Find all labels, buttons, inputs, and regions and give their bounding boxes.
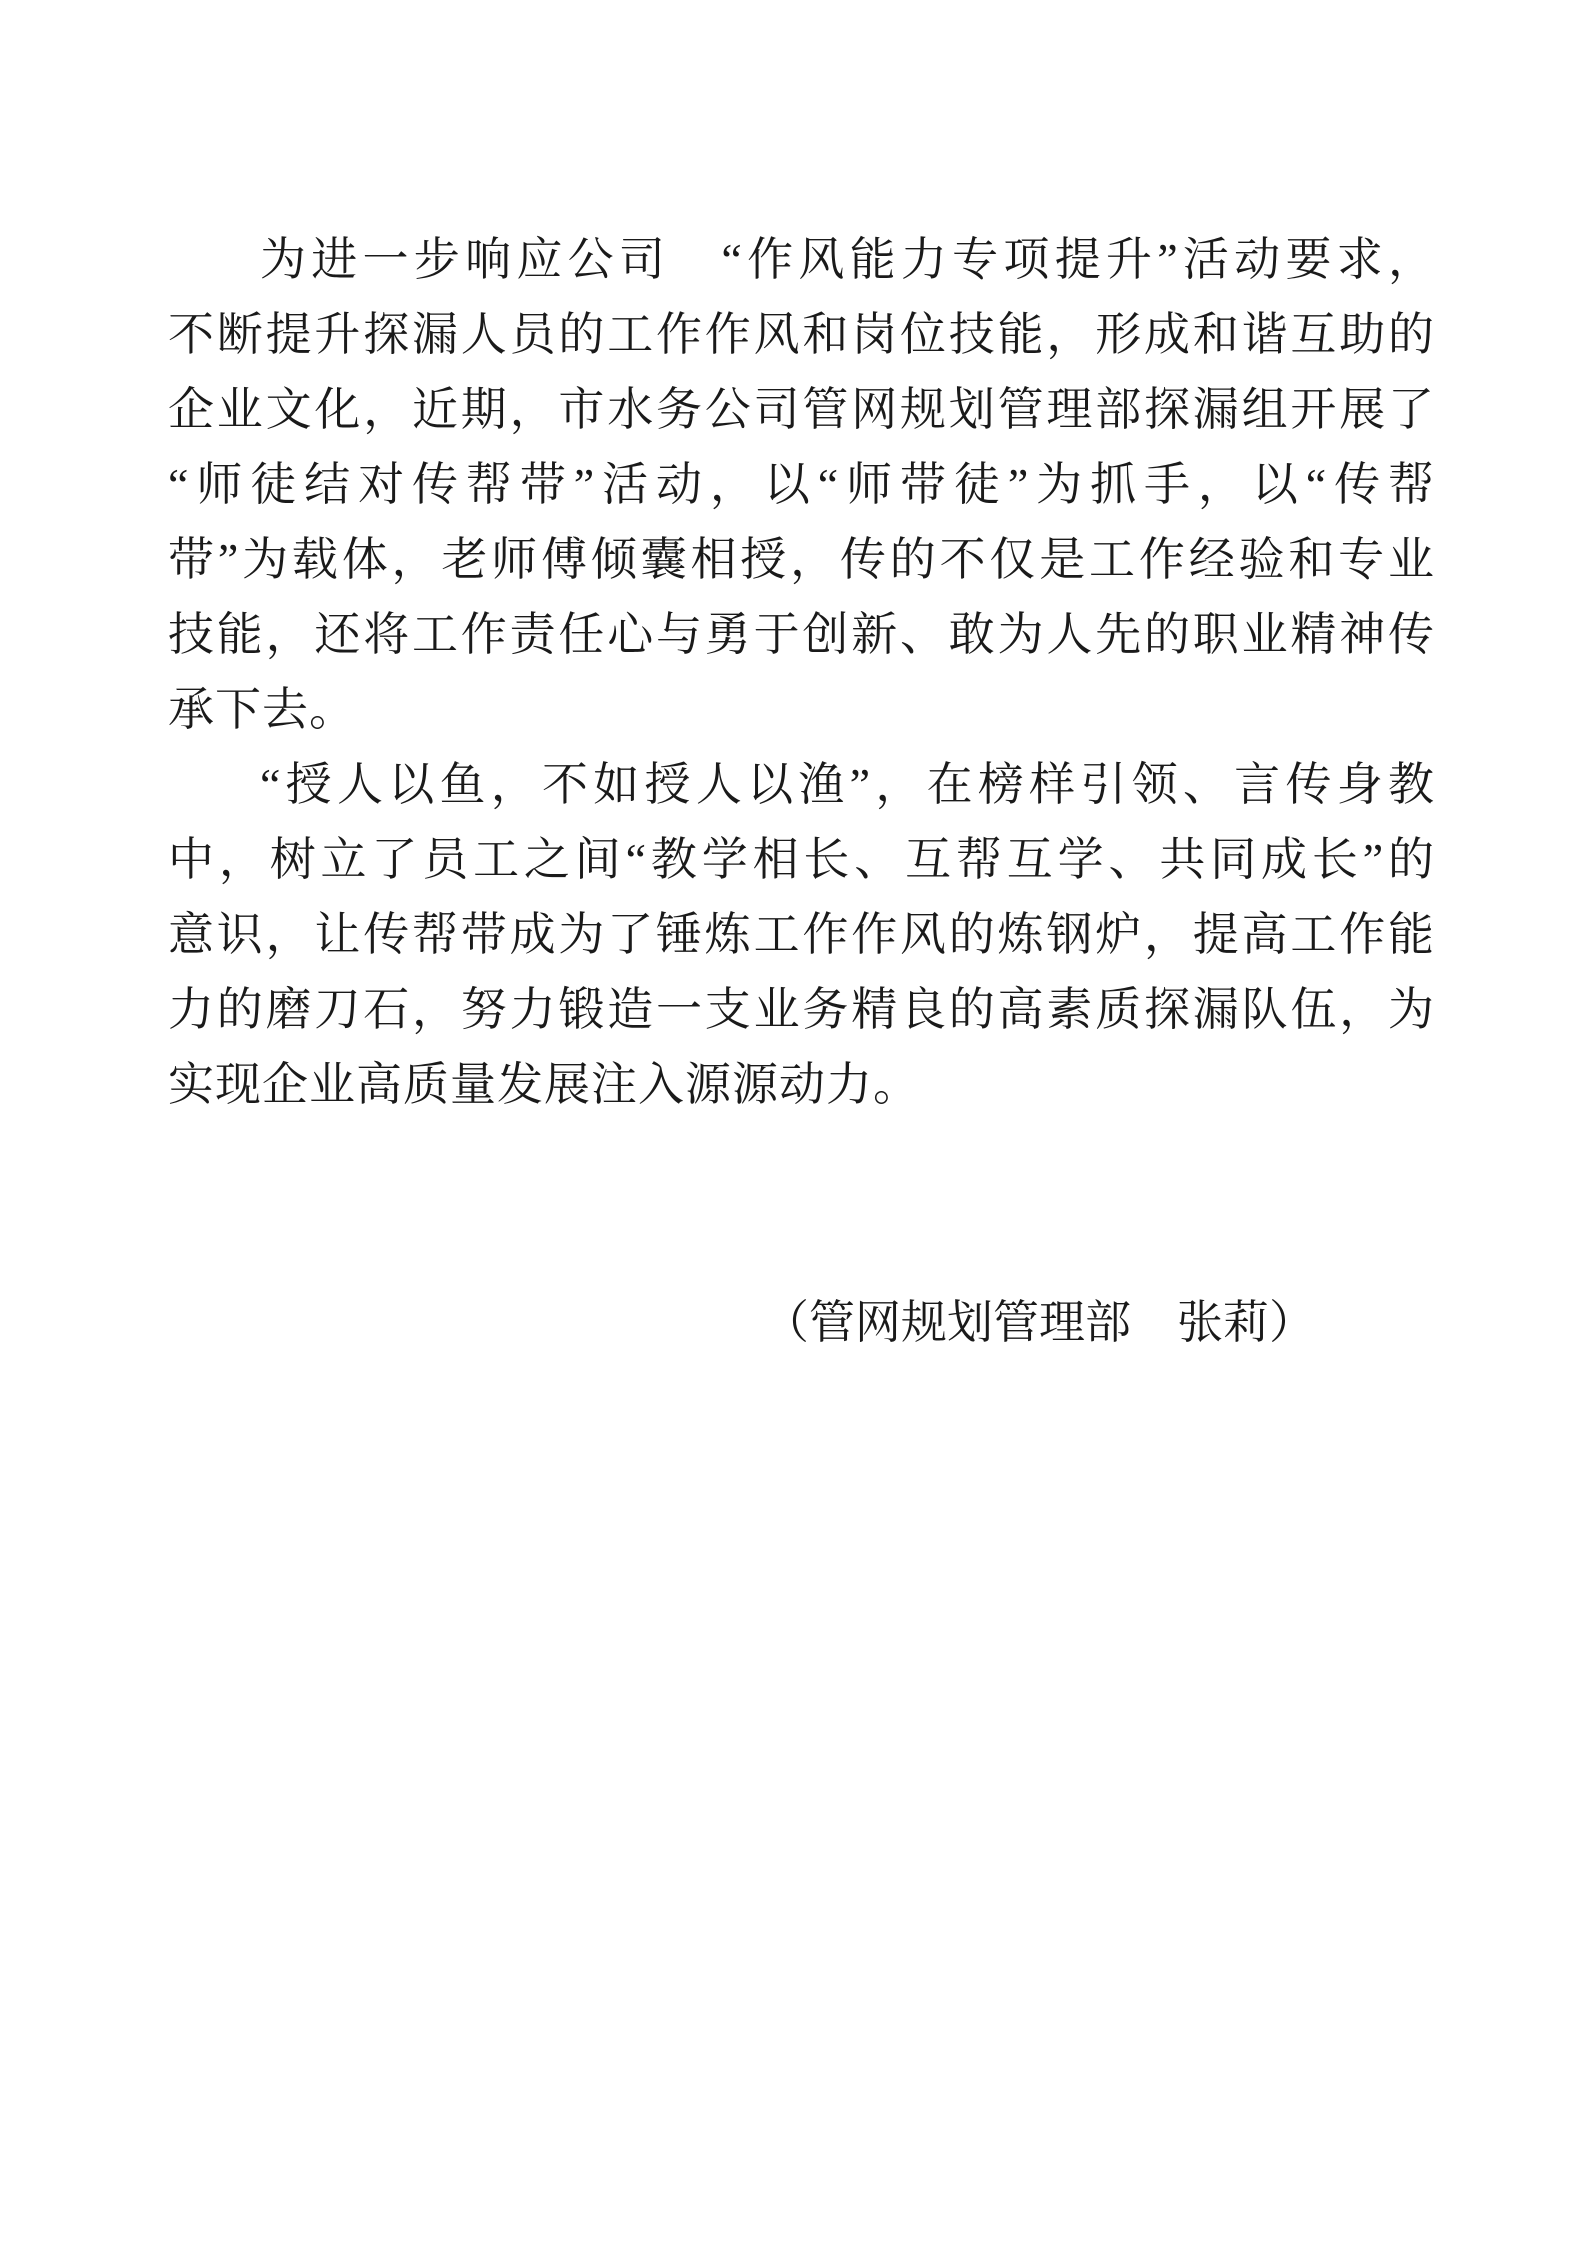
- text-line: 技能，还将工作责任心与勇于创新、敢为人先的职业精神传: [168, 609, 1435, 660]
- text-line: 企业文化，近期，市水务公司管网规划管理部探漏组开展了: [168, 384, 1435, 435]
- text-line: “授人以鱼，不如授人以渔”，在榜样引领、言传身教: [260, 759, 1435, 810]
- text-line: 承下去。: [168, 684, 356, 735]
- text-line: 为进一步响应公司 “作风能力专项提升”活动要求，: [260, 234, 1435, 285]
- text-line: “师徒结对传帮带”活动，以“师带徒”为抓手，以“传帮: [168, 459, 1435, 510]
- paragraph-1: [168, 222, 1435, 747]
- text-line: 力的磨刀石，努力锻造一支业务精良的高素质探漏队伍，为: [168, 984, 1435, 1035]
- paragraph-2: [168, 747, 1435, 1122]
- text-line: 意识，让传帮带成为了锤炼工作作风的炼钢炉，提高工作能: [168, 909, 1435, 960]
- text-line: 带”为载体，老师傅倾囊相授，传的不仅是工作经验和专业: [168, 534, 1435, 585]
- text-line: 中，树立了员工之间“教学相长、互帮互学、共同成长”的: [168, 834, 1435, 885]
- signature-line: （管网规划管理部 张莉）: [763, 1297, 1315, 1348]
- document-body: [168, 222, 1435, 1360]
- text-line: 不断提升探漏人员的工作作风和岗位技能，形成和谐互助的: [168, 309, 1435, 360]
- text-line: 实现企业高质量发展注入源源动力。: [168, 1059, 920, 1110]
